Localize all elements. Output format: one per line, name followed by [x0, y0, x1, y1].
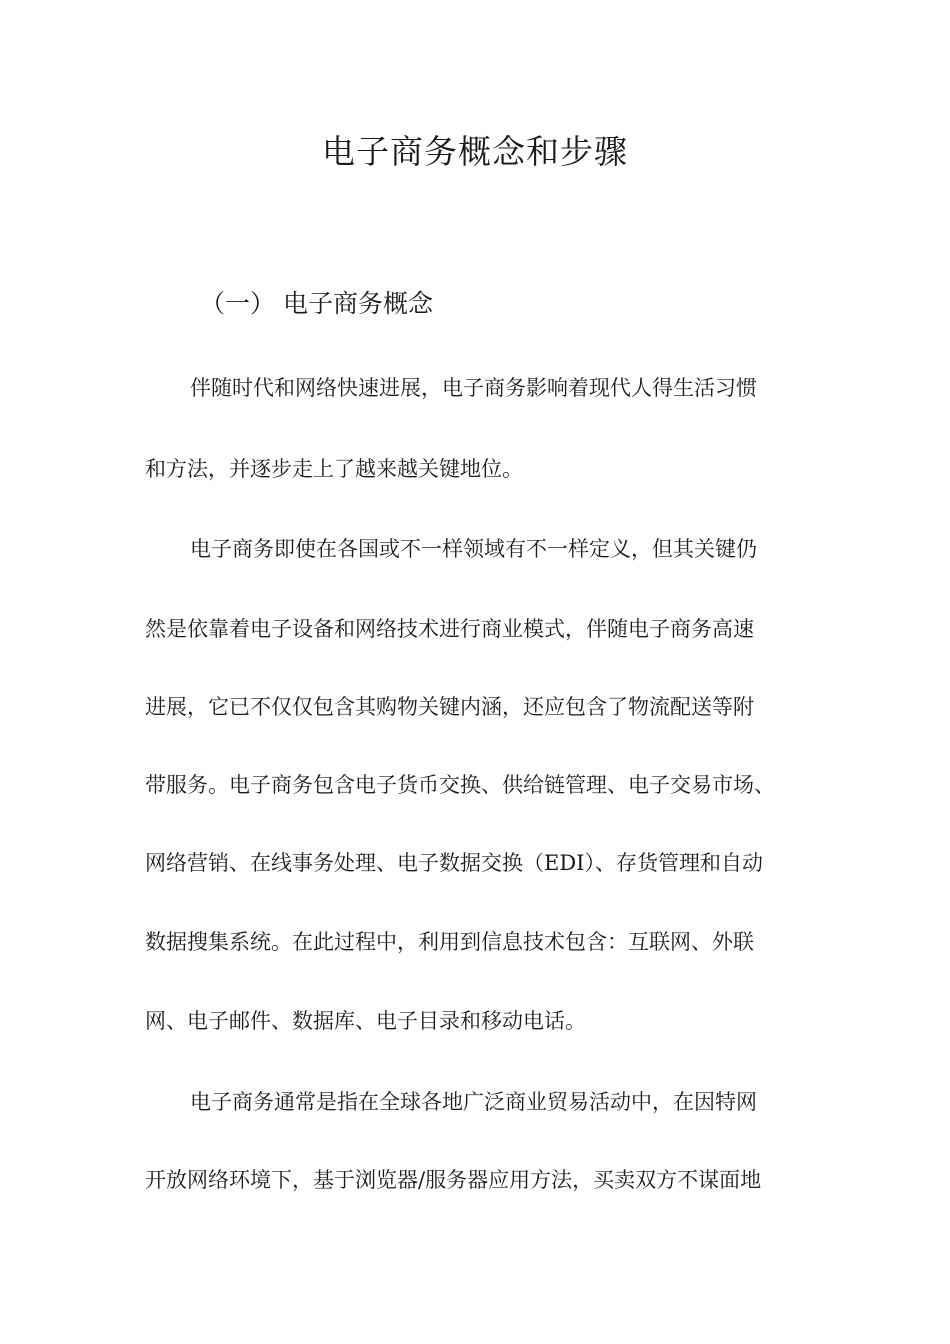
paragraph-2-line-1: 电子商务即使在各国或不一样领域有不一样定义，但其关键仍: [190, 537, 757, 561]
paragraph-3-line-2: 开放网络环境下，基于浏览器/服务器应用方法，买卖双方不谋面地: [145, 1168, 762, 1192]
paragraph-2-line-7: 网、电子邮件、数据库、电子目录和移动电话。: [145, 1009, 586, 1033]
paragraph-3-line-1: 电子商务通常是指在全球各地广泛商业贸易活动中，在因特网: [190, 1090, 757, 1114]
paragraph-2-line-6: 数据搜集系统。在此过程中，利用到信息技术包含：互联网、外联: [145, 930, 754, 954]
paragraph-1-line-2: 和方法，并逐步走上了越来越关键地位。: [145, 457, 523, 481]
paragraph-2-line-5: 网络营销、在线事务处理、电子数据交换（EDI）、存货管理和自动: [145, 851, 763, 875]
paragraph-2-line-2: 然是依靠着电子设备和网络技术进行商业模式，伴随电子商务高速: [145, 617, 754, 641]
document-title: 电子商务概念和步骤: [322, 132, 628, 171]
paragraph-2-line-3: 进展，它已不仅仅包含其购物关键内涵，还应包含了物流配送等附: [145, 695, 754, 719]
section-heading: （一） 电子商务概念: [200, 289, 433, 318]
paragraph-2-line-4: 带服务。电子商务包含电子货币交换、供给链管理、电子交易市场、: [145, 773, 775, 797]
paragraph-1-line-1: 伴随时代和网络快速进展，电子商务影响着现代人得生活习惯: [190, 376, 757, 400]
